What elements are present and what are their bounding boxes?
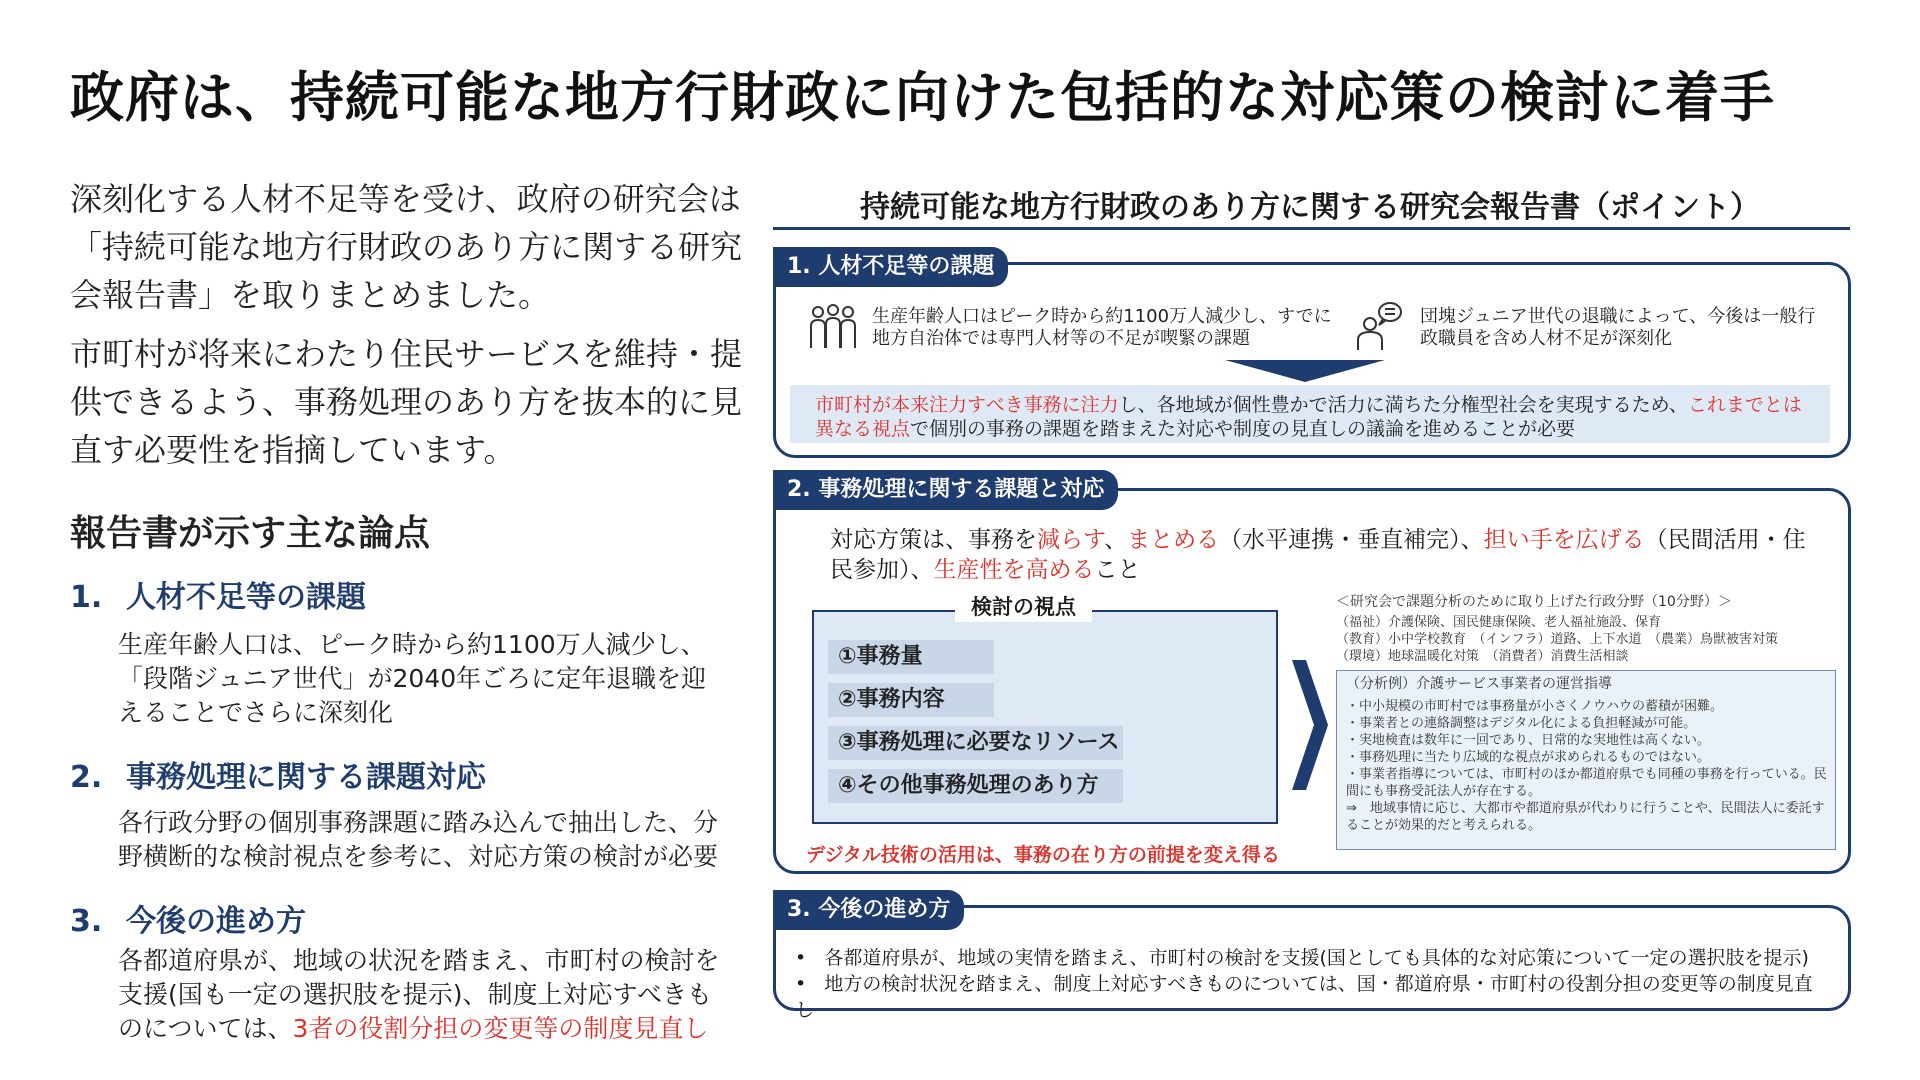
section-1-tag: 1. 人材不足等の課題 — [773, 247, 1008, 287]
point-2-label: 事務処理に関する課題対応 — [126, 760, 486, 795]
analysis-example-list — [1346, 698, 1828, 834]
view-points-label: 検討の視点 — [955, 592, 1092, 622]
lead-highlight-3: 担い手を広げる — [1483, 527, 1645, 553]
section-1-left-text: 生産年齢人口はピーク時から約1100万人減少し、すでに地方自治体では専門人材等の不足が喫緊の課題 — [872, 306, 1332, 349]
example-item-1: ・中小規模の市町村では事務量が小さくノウハウの蓄積が困難。 — [1346, 699, 1724, 714]
point-2-body: 各行政分野の個別事務課題に踏み込んで抽出した、分野横断的な検討視点を参考に、対応方策の検討が必要 — [118, 808, 719, 871]
field-row-3: （環境）地球温暖化対策 （消費者）消費生活相談 — [1336, 649, 1629, 664]
view-item-2: ②事務内容 — [828, 683, 994, 717]
lead-text-2: 、 — [1104, 527, 1128, 553]
example-item-6: ⇒ 地域事情に応じ、大都市や都道府県が代わりに行うことや、民間法人に委託することが効果的だと考えられる。 — [1346, 801, 1825, 833]
lead-highlight-4: 生産性を高める — [933, 557, 1095, 583]
point-1-title — [70, 572, 366, 616]
fields-heading: ＜研究会で課題分析のために取り上げた行政分野（10分野）＞ — [1336, 594, 1732, 610]
point-1-label: 人材不足等の課題 — [126, 580, 366, 615]
section-3-bullet-2-text: 地方の検討状況を踏まえ、制度上対応すべきものについては、国・都道府県・市町村の役割分担の変更等の制度見直し — [795, 973, 1813, 1021]
conclusion-highlight-1: 市町村が本来注力すべき事務に注力 — [815, 394, 1119, 416]
bullet-dot-icon: • — [795, 973, 825, 995]
field-row-2: （教育）小中学校教育 （インフラ）道路、上下水道 （農業）鳥獣被害対策 — [1336, 632, 1779, 647]
example-item-5: ・事業者指導については、市町村のほか都道府県でも同種の事務を行っている。民間にも事務受託法人が存在する。 — [1346, 767, 1827, 799]
section-3-bullet-2 — [795, 971, 1825, 1023]
lead-text-4: （民間活用・住民参加）、 — [830, 527, 1806, 583]
section-1-right-text: 団塊ジュニア世代の退職によって、今後は一般行政職員を含め人材不足が深刻化 — [1420, 306, 1816, 349]
section-3-tag: 3. 今後の進め方 — [773, 890, 964, 930]
digital-note: デジタル技術の活用は、事務の在り方の前提を変え得る — [806, 844, 1280, 866]
example-item-4: ・事務処理に当たり広域的な視点が求められるものではない。 — [1346, 750, 1711, 765]
point-1-body: 生産年齢人口は、ピーク時から約1100万人減少し、「段階ジュニア世代」が2040年ごろに定年退職を迎えることでさらに深刻化 — [118, 630, 707, 727]
intro-paragraph-2: 市町村が将来にわたり住民サービスを維持・提供できるよう、事務処理のあり方を抜本的に見直す必要性を指摘しています。 — [70, 335, 743, 469]
point-3-title — [70, 896, 306, 940]
point-2-title — [70, 752, 486, 796]
lead-text-5: こと — [1094, 557, 1141, 583]
people-icon — [808, 302, 858, 352]
lead-highlight-1: 減らす — [1037, 527, 1105, 553]
section-3-bullet-1 — [795, 945, 1825, 971]
point-3-body — [118, 944, 728, 1046]
view-item-4: ④その他事務処理のあり方 — [828, 769, 1123, 803]
conclusion-text-1: し、各地域が個性豊かで活力に満ちた分権型社会を実現するため、 — [1118, 394, 1688, 416]
point-3-label: 今後の進め方 — [126, 904, 306, 939]
point-3-body-text: 各都道府県が、地域の状況を踏まえ、市町村の検討を支援(国も一定の選択肢を提示)、制度上対応すべきものについては、 — [118, 946, 720, 1043]
right-chevron-icon — [1292, 660, 1328, 790]
bullet-dot-icon: • — [795, 947, 825, 969]
panel-title-rule — [773, 227, 1850, 230]
worker-speech-icon — [1352, 300, 1404, 352]
section-2-tag: 2. 事務処理に関する課題と対応 — [773, 470, 1118, 510]
section-1-conclusion — [815, 393, 1815, 441]
point-1-number: 1. — [70, 580, 103, 615]
fields-list — [1336, 614, 1836, 665]
page-title: 政府は、持続可能な地方行財政に向けた包括的な対応策の検討に着手 — [70, 66, 1775, 129]
points-heading: 報告書が示す主な論点 — [70, 513, 431, 554]
view-item-3: ③事務処理に必要なリソース — [828, 726, 1123, 760]
conclusion-highlight-2: これまでとは異なる視点 — [815, 394, 1802, 440]
panel-title: 持続可能な地方行財政のあり方に関する研究会報告書（ポイント） — [860, 190, 1760, 225]
example-item-3: ・実地検査は数年に一回であり、日常的な実地性は高くない。 — [1346, 733, 1711, 748]
down-arrow-icon — [1225, 360, 1385, 382]
point-2-number: 2. — [70, 760, 103, 795]
point-3-body-highlight: 3者の役割分担の変更等の制度見直し — [292, 1014, 709, 1043]
example-item-2: ・事業者との連絡調整はデジタル化による負担軽減が可能。 — [1346, 716, 1697, 731]
intro-paragraph-1: 深刻化する人材不足等を受け、政府の研究会は「持続可能な地方行財政のあり方に関する研究会報告書」を取りまとめました。 — [70, 180, 743, 314]
lead-text-3: （水平連携・垂直補完）、 — [1219, 527, 1484, 553]
field-row-1: （福祉）介護保険、国民健康保険、老人福祉施設、保育 — [1336, 615, 1662, 630]
lead-highlight-2: まとめる — [1127, 527, 1220, 553]
point-3-number: 3. — [70, 904, 103, 939]
section-3-bullet-1-text: 各都道府県が、地域の実情を踏まえ、市町村の検討を支援(国としても具体的な対応策について一定の選択肢を提示) — [824, 947, 1809, 969]
analysis-example-heading: （分析例）介護サービス事業者の運営指導 — [1346, 676, 1612, 692]
section-2-lead — [830, 525, 1820, 585]
view-item-1: ①事務量 — [828, 640, 994, 674]
conclusion-text-2: で個別の事務の課題を踏まえた対応や制度の見直しの議論を進めることが必要 — [910, 418, 1576, 440]
section-3-bullets — [795, 945, 1825, 1023]
lead-text-1: 対応方策は、事務を — [830, 527, 1037, 553]
